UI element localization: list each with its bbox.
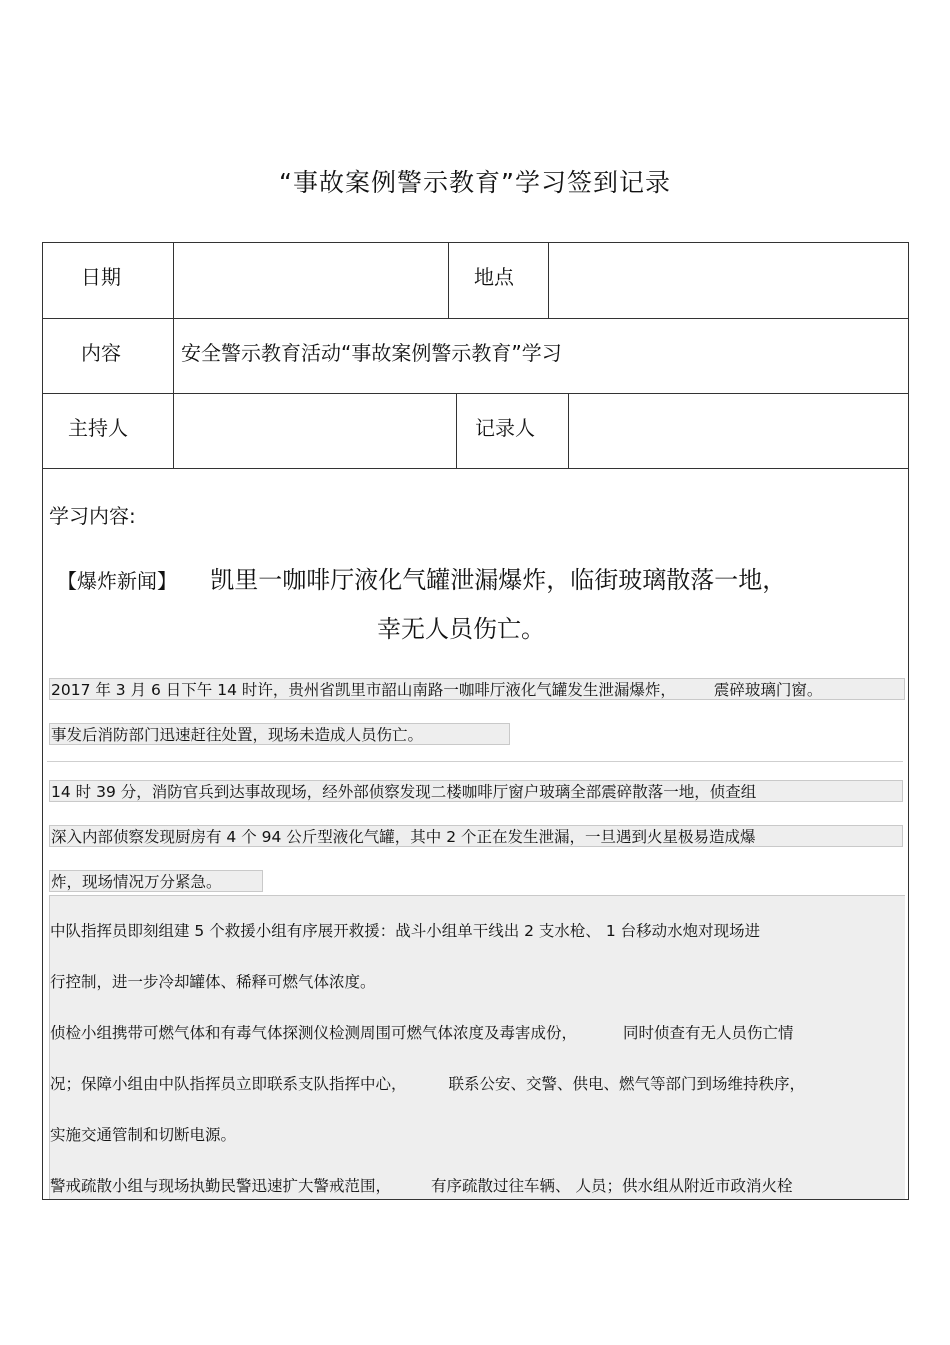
study-content-label: 学习内容:: [49, 504, 136, 528]
content-value: 安全警示教育活动“事故案例警示教育”学习: [181, 341, 562, 365]
news-headline-text: 凯里一咖啡厅液化气罐泄漏爆炸，临街玻璃散落一地，: [210, 566, 787, 594]
column-divider: [456, 393, 457, 468]
section-divider: [47, 761, 903, 762]
column-divider: [548, 243, 549, 318]
column-divider: [568, 393, 569, 468]
news-paragraph-line: 侦检小组携带可燃气体和有毒气体探测仪检测周围可燃气体浓度及毒害成份， 同时侦查有无人员伤亡情: [50, 1024, 794, 1042]
news-paragraph-line: 中队指挥员即刻组建 5 个救援小组有序展开救援：战斗小组单干线出 2 支水枪、 1 台移动水炮对现场进: [50, 922, 761, 940]
sign-in-record-table: [42, 242, 909, 1200]
content-label: 内容: [81, 341, 121, 365]
news-paragraph-line: 警戒疏散小组与现场执勤民警迅速扩大警戒范围， 有序疏散过往车辆、 人员；供水组从附近市政消火栓: [50, 1177, 793, 1195]
news-paragraph-line: 实施交通管制和切断电源。: [50, 1126, 237, 1144]
recorder-label: 记录人: [475, 416, 535, 440]
news-tag: 【爆炸新闻】: [57, 569, 177, 593]
column-divider: [448, 243, 449, 318]
row-divider: [43, 468, 908, 469]
news-paragraph-line: 2017 年 3 月 6 日下午 14 时许，贵州省凯里市韶山南路一咖啡厅液化气罐发生泄漏爆炸， 震碎玻璃门窗。: [49, 678, 905, 700]
news-paragraph-line: 14 时 39 分，消防官兵到达事故现场，经外部侦察发现二楼咖啡厅窗户玻璃全部震碎散落一地，侦查组: [49, 780, 903, 802]
column-divider: [173, 243, 174, 468]
host-label: 主持人: [68, 416, 128, 440]
news-paragraph-line: 炸，现场情况万分紧急。: [49, 870, 263, 892]
page-title: “事故案例警示教育”学习签到记录: [279, 168, 671, 197]
news-paragraph-block: [49, 895, 905, 1199]
date-label: 日期: [81, 265, 121, 289]
location-label: 地点: [474, 265, 514, 289]
news-paragraph-line: 事发后消防部门迅速赶往处置，现场未造成人员伤亡。: [49, 723, 510, 745]
news-paragraph-line: 行控制，进一步冷却罐体、稀释可燃气体浓度。: [50, 973, 376, 991]
news-paragraph-line: 深入内部侦察发现厨房有 4 个 94 公斤型液化气罐，其中 2 个正在发生泄漏，一旦遇到火星极易造成爆: [49, 825, 903, 847]
news-paragraph-line: 况；保障小组由中队指挥员立即联系支队指挥中心， 联系公安、交警、供电、燃气等部门到场维持秩序，: [50, 1075, 806, 1093]
news-headline-line2: 幸无人员伤亡。: [377, 615, 545, 643]
news-headline-line1: [57, 560, 786, 595]
